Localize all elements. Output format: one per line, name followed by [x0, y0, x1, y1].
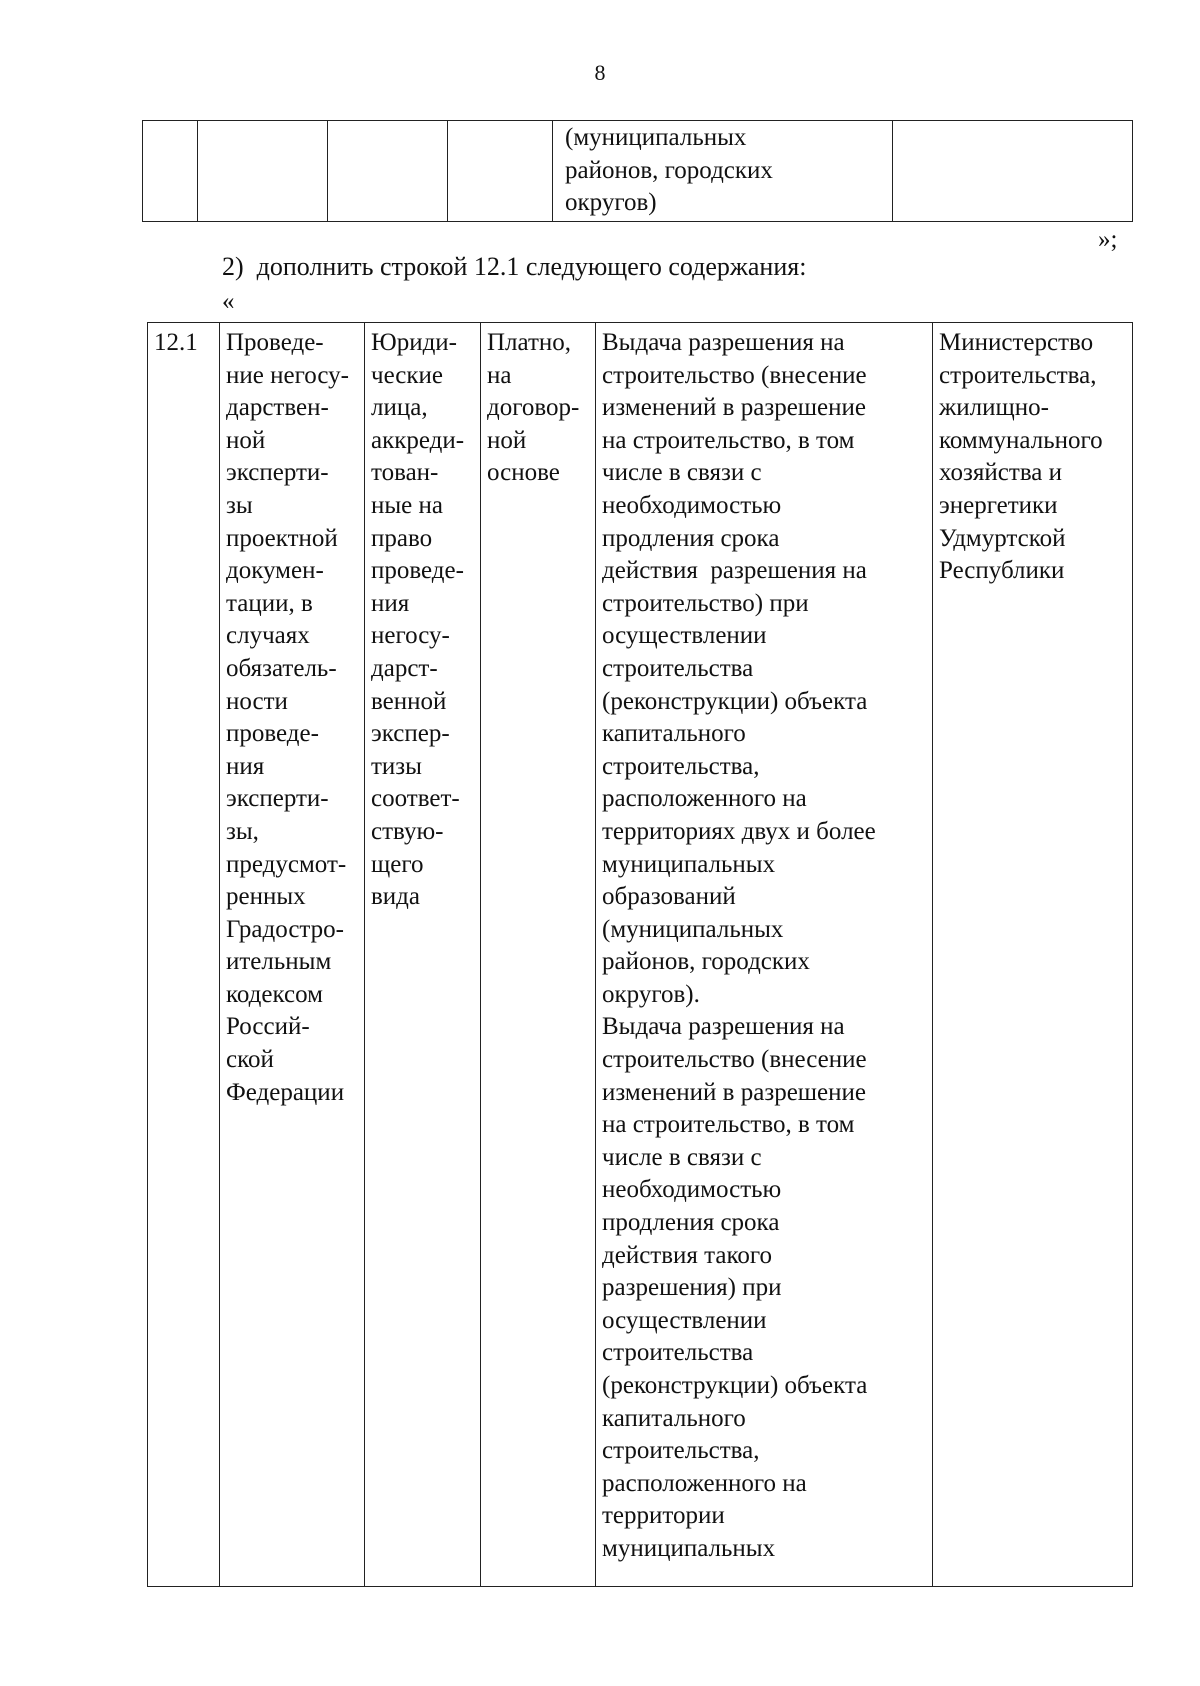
payment-cell — [481, 323, 596, 1587]
table-cell — [328, 121, 448, 222]
closing-quote: »; — [1098, 226, 1118, 253]
row-number: 12.1 — [154, 329, 198, 356]
continuation-text: (муниципальных районов, городских округов) — [565, 124, 773, 217]
payment-text: Платно, на договор- ной основе — [487, 329, 580, 487]
basis-text: Выдача разрешения на строительство (внесение изменений в разрешение на строительство, в том числе в связи с необходимостью продления срока действия разрешения на строительство) при осуществлении строительства (реконструкции) объекта капитального строительства, расположенного на территориях двух и более муниципальных образований (муниципальных районов, городских округов). Выдача разрешения на строительство (внесение изменений в разрешение на строительство, в том числе в связи с необходимостью продления срока действия такого разрешения) при осуществлении строительства (реконструкции) объекта капитального строительства, расположенного на территории муниципальных — [602, 329, 876, 1562]
instruction-text: 2) дополнить строкой 12.1 следующего содержания: — [222, 252, 807, 281]
authority-text: Министерство строительства, жилищно- коммунального хозяйства и энергетики Удмуртской Республики — [939, 329, 1103, 585]
table-row — [148, 323, 1133, 1587]
authority-cell — [933, 323, 1133, 1587]
providers-text: Юриди- ческие лица, аккреди- тован- ные на право проведе- ния негосу- дарст- венной экспер- тизы соответ- ствую- щего вида — [371, 329, 465, 911]
page-number: 8 — [594, 60, 606, 85]
new-row-table — [147, 322, 1133, 1587]
table-cell — [198, 121, 328, 222]
table-cell — [553, 121, 893, 222]
providers-cell — [365, 323, 481, 1587]
opening-quote: « — [222, 288, 235, 315]
table-cell — [893, 121, 1133, 222]
table-row — [143, 121, 1133, 222]
basis-cell — [596, 323, 933, 1587]
service-text: Проведе- ние негосу- дарствен- ной эксперти- зы проектной докумен- тации, в случаях обязатель- ности проведе- ния эксперти- зы, предусмот- ренных Градостро- ительным кодексом Россий- ской Федерации — [226, 329, 349, 1106]
service-cell — [220, 323, 365, 1587]
table-cell — [448, 121, 553, 222]
continuation-table — [142, 120, 1133, 222]
row-number-cell — [148, 323, 220, 1587]
table-cell — [143, 121, 198, 222]
